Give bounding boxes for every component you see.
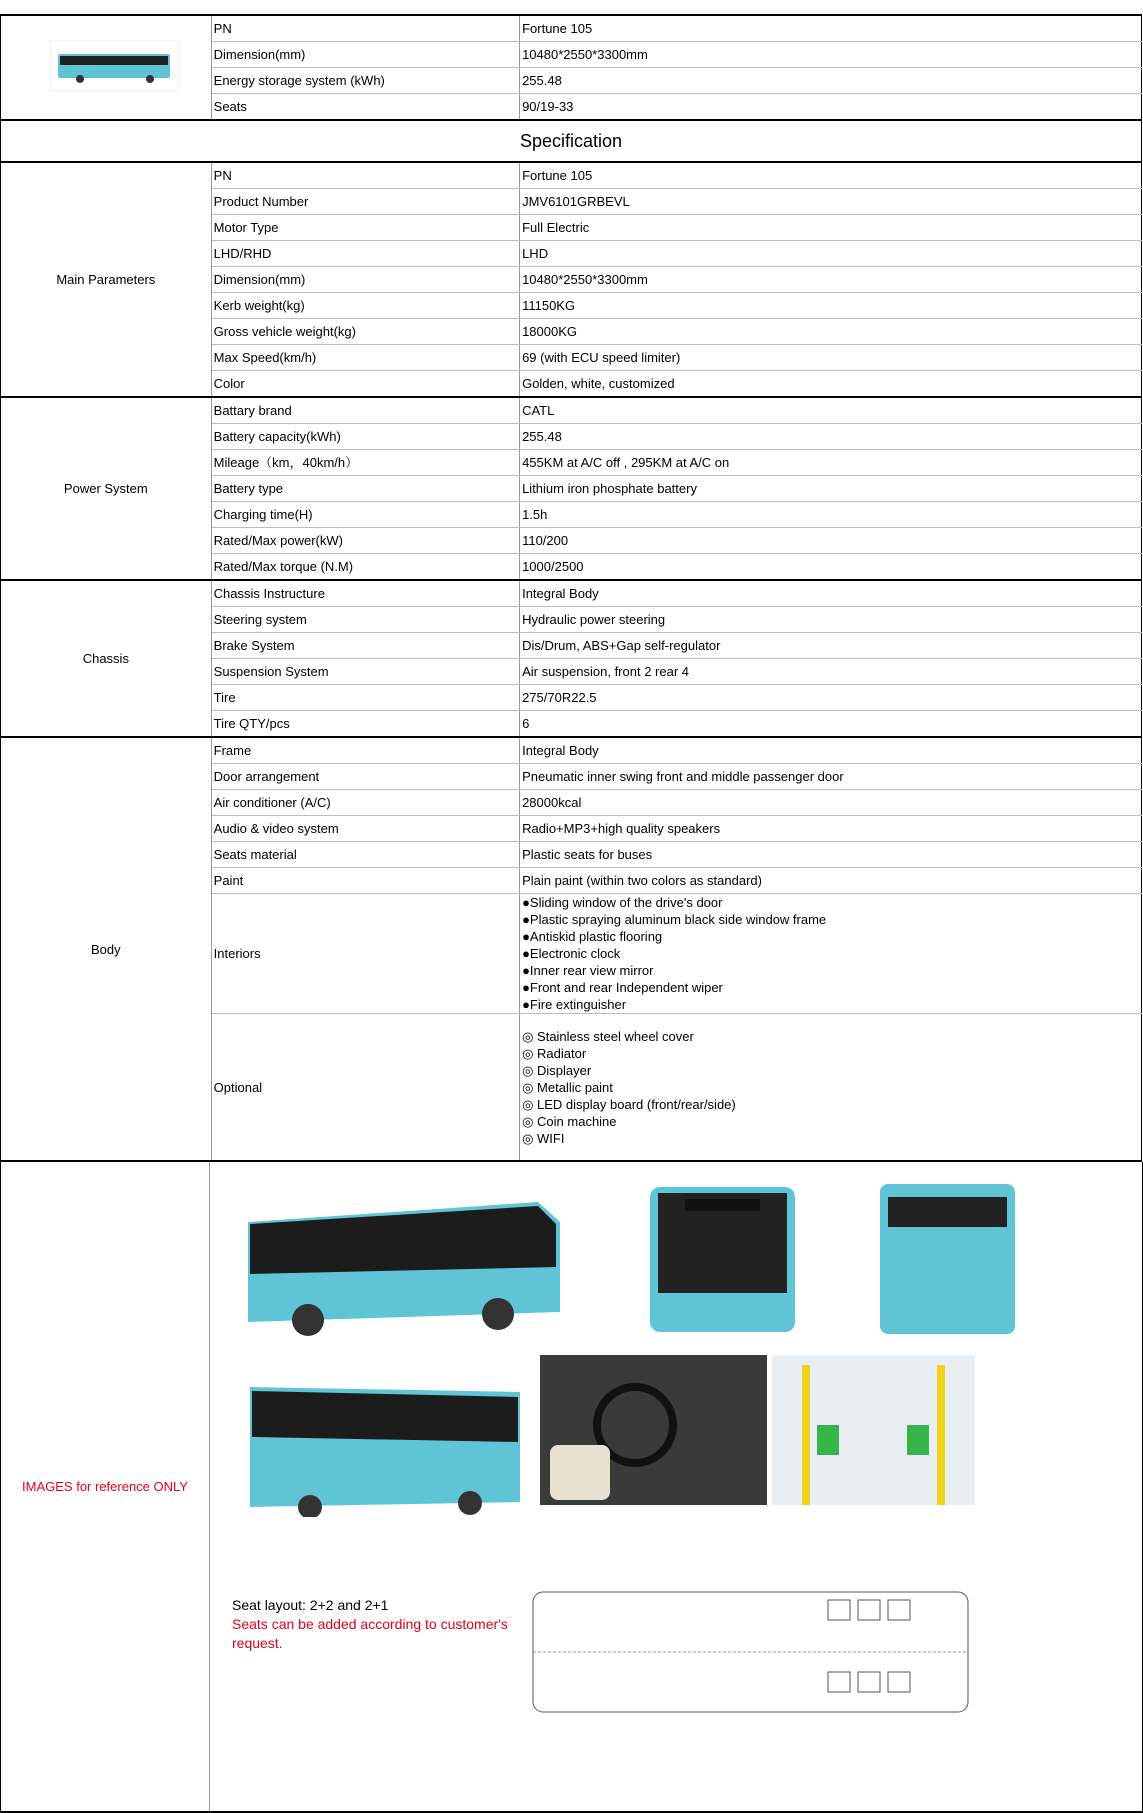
spec-label: Suspension System (211, 659, 519, 685)
spec-label: Tire (211, 685, 519, 711)
bus-side-thumbnail (50, 40, 180, 92)
optional-item: ◎ Radiator (522, 1045, 587, 1061)
spec-label: Battery type (211, 476, 519, 502)
seat-layout-diagram (528, 1582, 973, 1722)
spec-value: Fortune 105 (520, 163, 1142, 189)
bus-front-photo (630, 1177, 815, 1342)
interiors-item: ●Inner rear view mirror (522, 963, 654, 978)
specification-table (0, 163, 1142, 1162)
spec-value: LHD (520, 241, 1142, 267)
interiors-list (520, 894, 1142, 1014)
images-cell (210, 1162, 1143, 1812)
spec-value: 110/200 (520, 528, 1142, 554)
summary-label: PN (211, 15, 519, 42)
optional-item: ◎ Stainless steel wheel cover (522, 1028, 694, 1044)
interiors-item: ●Front and rear Independent wiper (522, 980, 723, 995)
spec-label: Air conditioner (A/C) (211, 790, 519, 816)
group-label: Main Parameters (1, 163, 212, 397)
spec-value: Integral Body (520, 580, 1142, 607)
spec-label: Brake System (211, 633, 519, 659)
interiors-item: ●Sliding window of the drive's door (522, 895, 723, 910)
spec-value: 1000/2500 (520, 554, 1142, 581)
spec-value: JMV6101GRBEVL (520, 189, 1142, 215)
spec-value: 69 (with ECU speed limiter) (520, 345, 1142, 371)
optional-list (520, 1014, 1142, 1162)
spec-label: Product Number (211, 189, 519, 215)
spec-value: 255.48 (520, 424, 1142, 450)
spec-label: Color (211, 371, 519, 398)
spec-label: Rated/Max torque (N.M) (211, 554, 519, 581)
spec-value: 1.5h (520, 502, 1142, 528)
spec-value: Radio+MP3+high quality speakers (520, 816, 1142, 842)
spec-value: Pneumatic inner swing front and middle passenger door (520, 764, 1142, 790)
spec-value: 455KM at A/C off , 295KM at A/C on (520, 450, 1142, 476)
optional-item: ◎ Displayer (522, 1062, 592, 1078)
interiors-label: Interiors (211, 894, 519, 1014)
optional-item: ◎ LED display board (front/rear/side) (522, 1096, 736, 1112)
spec-label: Door arrangement (211, 764, 519, 790)
spec-label: Motor Type (211, 215, 519, 241)
seat-layout-title: Seat layout: 2+2 and 2+1 (232, 1597, 389, 1613)
spec-value: 11150KG (520, 293, 1142, 319)
spec-label: Gross vehicle weight(kg) (211, 319, 519, 345)
spec-label: Audio & video system (211, 816, 519, 842)
spec-label: Battary brand (211, 397, 519, 424)
spec-value: Hydraulic power steering (520, 607, 1142, 633)
spec-value: Air suspension, front 2 rear 4 (520, 659, 1142, 685)
group-label: Power System (1, 397, 212, 580)
summary-label: Dimension(mm) (211, 42, 519, 68)
summary-value: 255.48 (520, 68, 1142, 94)
interiors-item: ●Fire extinguisher (522, 997, 627, 1012)
summary-value: 10480*2550*3300mm (520, 42, 1142, 68)
optional-item: ◎ WIFI (522, 1130, 565, 1146)
spec-value: 18000KG (520, 319, 1142, 345)
optional-label: Optional (211, 1014, 519, 1162)
interiors-item: ●Plastic spraying aluminum black side window frame (522, 912, 827, 927)
spec-value: Golden, white, customized (520, 371, 1142, 398)
spec-value: 275/70R22.5 (520, 685, 1142, 711)
spec-value: Integral Body (520, 737, 1142, 764)
summary-label: Energy storage system (kWh) (211, 68, 519, 94)
spec-sheet (0, 14, 1142, 1813)
spec-label: Rated/Max power(kW) (211, 528, 519, 554)
spec-label: Seats material (211, 842, 519, 868)
optional-item: ◎ Metallic paint (522, 1079, 613, 1095)
spec-value: 6 (520, 711, 1142, 738)
group-label: Chassis (1, 580, 212, 737)
bus-interior-photo (772, 1355, 975, 1505)
optional-item: ◎ Coin machine (522, 1113, 617, 1129)
spec-label: Dimension(mm) (211, 267, 519, 293)
group-label: Body (1, 737, 212, 1161)
spec-label: Frame (211, 737, 519, 764)
spec-value: Plain paint (within two colors as standard) (520, 868, 1142, 894)
spec-label: Charging time(H) (211, 502, 519, 528)
interiors-item: ●Electronic clock (522, 946, 621, 961)
spec-label: PN (211, 163, 519, 189)
summary-value: Fortune 105 (520, 15, 1142, 42)
spec-value: Dis/Drum, ABS+Gap self-regulator (520, 633, 1142, 659)
spec-value: 10480*2550*3300mm (520, 267, 1142, 293)
spec-label: LHD/RHD (211, 241, 519, 267)
bus-three-quarter-photo (220, 1367, 530, 1517)
spec-value: CATL (520, 397, 1142, 424)
spec-label: Max Speed(km/h) (211, 345, 519, 371)
spec-label: Paint (211, 868, 519, 894)
spec-value: Plastic seats for buses (520, 842, 1142, 868)
spec-value: 28000kcal (520, 790, 1142, 816)
spec-label: Kerb weight(kg) (211, 293, 519, 319)
seat-layout-caption (232, 1596, 532, 1653)
spec-label: Chassis Instructure (211, 580, 519, 607)
summary-value: 90/19-33 (520, 94, 1142, 121)
seat-layout-note: Seats can be added according to customer's request. (232, 1616, 508, 1651)
summary-table (0, 14, 1142, 163)
spec-label: Tire QTY/pcs (211, 711, 519, 738)
spec-value: Lithium iron phosphate battery (520, 476, 1142, 502)
bus-side-photo (238, 1182, 568, 1347)
interiors-item: ●Antiskid plastic flooring (522, 929, 663, 944)
driver-cabin-photo (540, 1355, 767, 1505)
images-table (0, 1162, 1143, 1813)
specification-title: Specification (1, 120, 1142, 162)
spec-label: Mileage（km，40km/h） (211, 450, 519, 476)
bus-rear-photo (870, 1172, 1025, 1347)
summary-label: Seats (211, 94, 519, 121)
summary-thumbnail-cell (1, 15, 212, 120)
spec-value: Full Electric (520, 215, 1142, 241)
images-note: IMAGES for reference ONLY (1, 1162, 210, 1812)
spec-label: Steering system (211, 607, 519, 633)
spec-label: Battery capacity(kWh) (211, 424, 519, 450)
